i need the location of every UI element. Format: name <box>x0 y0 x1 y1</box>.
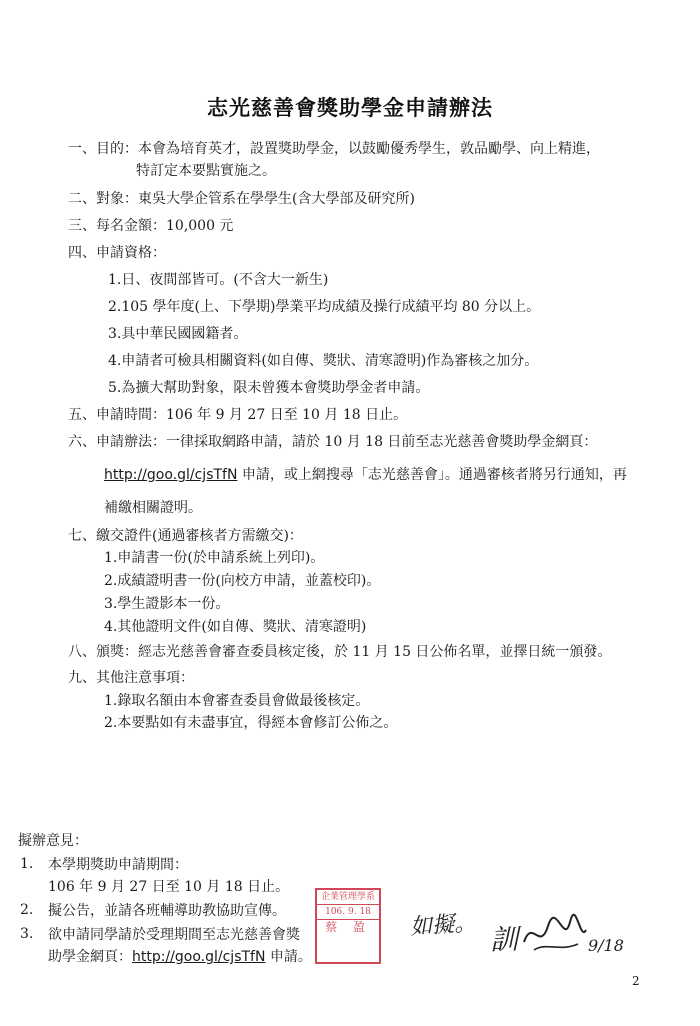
stamp-dept: 企業管理學系 <box>317 890 379 905</box>
eligibility-1: 1.日、夜間部皆可。(不含大一新生) <box>108 272 329 288</box>
item-amount: 三、每名金額：10,000 元 <box>68 218 234 234</box>
eligibility-2: 2.105 學年度(上、下學期)學業平均成績及操行成績平均 80 分以上。 <box>108 299 541 315</box>
signature-scribble <box>520 912 590 956</box>
item-method-line3: 補繳相關證明。 <box>104 500 202 516</box>
item-documents: 七、繳交證件(通過審核者方需繳交)： <box>68 528 303 544</box>
note-heading: 擬辦意見： <box>18 833 88 849</box>
note-2-number: 2. <box>20 902 34 918</box>
note-1-number: 1. <box>20 856 34 872</box>
department-stamp <box>315 888 381 964</box>
item-method-line2 <box>104 466 627 484</box>
documents-1: 1.申請書一份(於申請系統上列印)。 <box>104 550 325 566</box>
note-3-line1: 欲申請同學請於受理期間至志光慈善會獎 <box>48 927 300 943</box>
eligibility-5: 5.為擴大幫助對象，限未曾獲本會獎助學金者申請。 <box>108 380 430 396</box>
documents-2: 2.成績證明書一份(向校方申請，並蓋校印)。 <box>104 573 381 589</box>
item-eligibility: 四、申請資格： <box>68 245 166 261</box>
eligibility-3: 3.具中華民國國籍者。 <box>108 326 248 342</box>
notes-1: 1.錄取名額由本會審查委員會做最後核定。 <box>104 693 370 709</box>
item-award: 八、頒獎：經志光慈善會審查委員核定後，於 11 月 15 日公佈名單，並擇日統一頒發。 <box>68 644 612 660</box>
note-3-line2 <box>48 948 312 966</box>
item-method-line1: 六、申請辦法：一律採取網路申請，請於 10 月 18 日前至志光慈善會獎助學金網頁： <box>68 434 598 450</box>
item-purpose-line2: 特訂定本要點實施之。 <box>136 163 276 179</box>
note-1-line1: 本學期獎助申請期間： <box>48 857 188 873</box>
item-method-line2-text: 申請，或上網搜尋「志光慈善會」。通過審核者將另行通知，再 <box>237 467 627 483</box>
note-3-number: 3. <box>20 926 34 942</box>
documents-3: 3.學生證影本一份。 <box>104 596 230 612</box>
page-title: 志光慈善會獎助學金申請辦法 <box>207 96 493 120</box>
item-notes: 九、其他注意事項： <box>68 670 194 686</box>
note-1-line2: 106 年 9 月 27 日至 10 月 18 日止。 <box>48 879 290 895</box>
eligibility-4: 4.申請者可檢具相關資料(如自傳、獎狀、清寒證明)作為審核之加分。 <box>108 353 539 369</box>
notes-2: 2.本要點如有未盡事宜，得經本會修訂公佈之。 <box>104 715 398 731</box>
item-purpose-line1: 一、目的：本會為培育英才，設置獎助學金，以鼓勵優秀學生，敦品勵學、向上精進， <box>68 141 600 157</box>
handwritten-signature: 訓 <box>489 922 519 957</box>
page-number: 2 <box>632 974 640 988</box>
note-3-suffix: 申請。 <box>265 949 312 965</box>
note-3-prefix: 助學金網頁： <box>48 949 132 965</box>
note-2-text: 擬公告，並請各班輔導助教協助宣傳。 <box>48 903 286 919</box>
handwritten-date: 9/18 <box>588 936 624 955</box>
stamp-name: 蔡 盈 <box>325 920 371 934</box>
documents-4: 4.其他證明文件(如自傳、獎狀、清寒證明) <box>104 619 367 635</box>
item-period: 五、申請時間：106 年 9 月 27 日至 10 月 18 日止。 <box>68 407 408 423</box>
application-link[interactable]: http://goo.gl/cjsTfN <box>104 467 238 483</box>
item-target: 二、對象：東吳大學企管系在學學生(含大學部及研究所) <box>68 191 415 207</box>
note-3-link[interactable]: http://goo.gl/cjsTfN <box>132 949 266 965</box>
handwritten-approval: 如擬。 <box>409 910 477 941</box>
stamp-date: 106. 9. 18 <box>317 905 379 920</box>
